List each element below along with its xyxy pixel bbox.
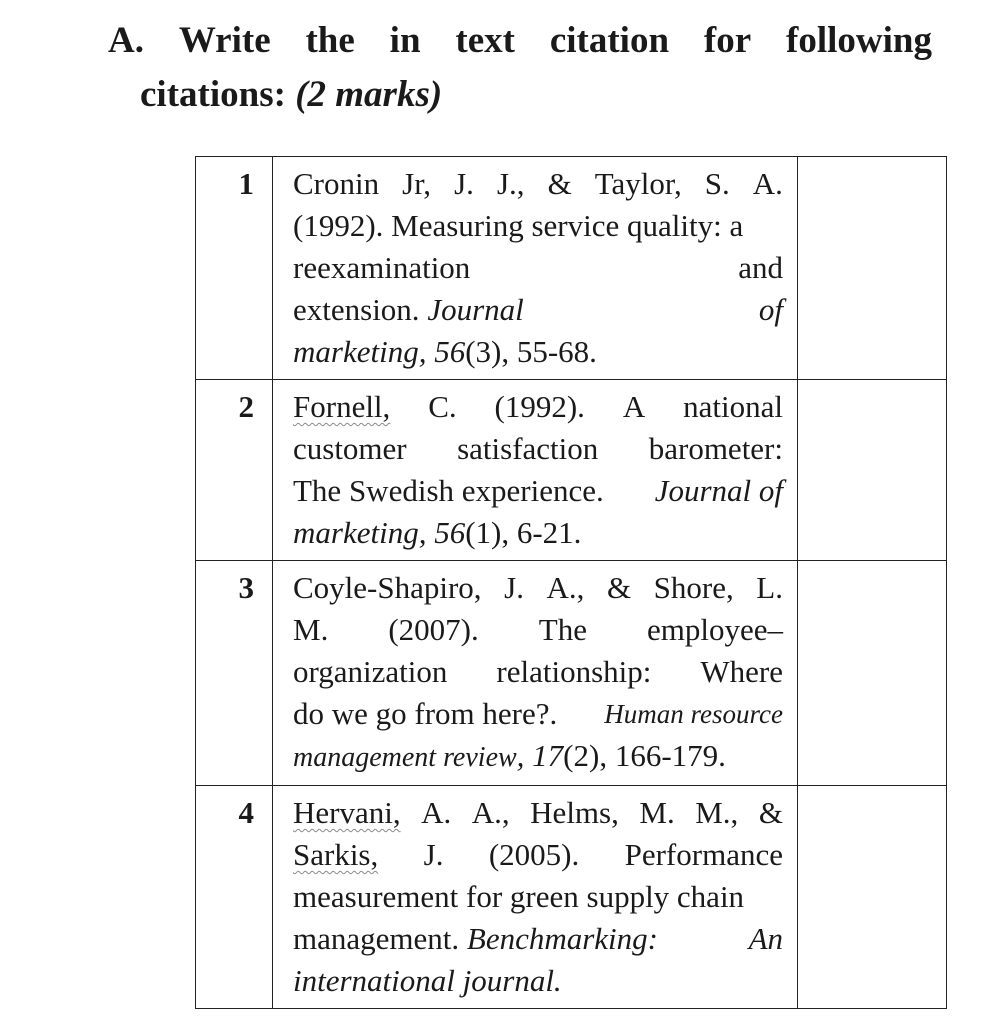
word: A (622, 389, 646, 424)
word: A. (421, 795, 452, 830)
question-line-2 (108, 68, 932, 122)
word: J. (454, 166, 474, 201)
journal-title: Benchmarking: (466, 921, 658, 956)
word: extension. (293, 292, 420, 327)
separator: , (418, 515, 435, 550)
word: Performance (624, 837, 783, 872)
question-word: the (305, 20, 355, 61)
journal-title: management review (293, 742, 517, 773)
question-word: in (389, 20, 421, 61)
separator: , (418, 334, 435, 369)
volume: 56 (434, 334, 466, 369)
word: The (538, 612, 587, 647)
row-number: 3 (196, 561, 273, 786)
segment (293, 289, 524, 331)
citation-line (293, 834, 783, 876)
table-row (196, 786, 947, 1009)
word: Coyle-Shapiro, (293, 570, 482, 605)
question-word: citation (549, 20, 670, 61)
word: Helms, (530, 795, 619, 830)
citation-line (293, 792, 783, 834)
word: reexamination (293, 250, 471, 285)
journal-title: Human resource (604, 699, 783, 729)
citation-line: (1992). Measuring service quality: a (293, 208, 744, 243)
citation-line (293, 735, 783, 779)
word: M. (293, 612, 329, 647)
citation-cell (273, 561, 798, 786)
word: C. (428, 389, 457, 424)
word: Jr, (402, 166, 432, 201)
marks-label: (2 marks) (295, 74, 443, 115)
table-row (196, 380, 947, 561)
word: The Swedish experience. (293, 473, 604, 508)
word: S. (704, 166, 730, 201)
answer-cell[interactable] (798, 561, 947, 786)
issue-pages: (3), 55-68. (465, 334, 597, 369)
word: (2007). (388, 612, 479, 647)
word: management. (293, 921, 460, 956)
citation-line (293, 609, 783, 651)
word: organization (293, 654, 448, 689)
citation-line (293, 386, 783, 428)
answer-cell[interactable] (798, 380, 947, 561)
word: A., (471, 795, 510, 830)
word: A. (752, 166, 783, 201)
word: Cronin (293, 166, 380, 201)
row-number: 4 (196, 786, 273, 1009)
question-word: text (455, 20, 515, 61)
answer-cell[interactable] (798, 157, 947, 380)
word: Where (700, 654, 783, 689)
word: M., (695, 795, 739, 830)
volume: 17 (532, 738, 564, 773)
citation-line (293, 289, 783, 331)
citation-line (293, 918, 783, 960)
citation-cell (273, 786, 798, 1009)
word: customer (293, 431, 407, 466)
issue-pages: (1), 6-21. (465, 515, 582, 550)
word: J., (496, 166, 525, 201)
word: and (738, 250, 783, 285)
citation-line (293, 247, 783, 289)
word: J. (423, 837, 444, 872)
word: Shore, (653, 570, 734, 605)
row-number: 2 (196, 380, 273, 561)
journal-title: Journal (427, 292, 524, 327)
question-word: citations: (140, 74, 286, 115)
segment (293, 918, 658, 960)
citation-line (293, 567, 783, 609)
separator: , (516, 738, 533, 773)
citation-line (293, 960, 783, 1002)
word: L. (756, 570, 783, 605)
table-row (196, 561, 947, 786)
volume: 56 (434, 515, 466, 550)
citation-line (293, 470, 783, 512)
word: Hervani, (293, 795, 401, 830)
word: M. (639, 795, 675, 830)
word: Sarkis, (293, 837, 379, 872)
citation-line (293, 693, 783, 735)
word: J. (504, 570, 524, 605)
question-word: A. (108, 20, 144, 61)
journal-title: marketing (293, 334, 419, 369)
citation-line (293, 428, 783, 470)
answer-cell[interactable] (798, 786, 947, 1009)
word: barometer: (648, 431, 783, 466)
journal-title: of (758, 292, 783, 327)
question-heading (108, 14, 932, 122)
table-row (196, 157, 947, 380)
citation-line (293, 512, 783, 554)
journal-title: Journal of (654, 473, 783, 508)
journal-title: international journal. (293, 963, 562, 998)
word: (1992). (494, 389, 585, 424)
word: (2005). (488, 837, 580, 872)
word: & (606, 570, 632, 605)
citation-cell (273, 380, 798, 561)
question-word: Write (178, 20, 271, 61)
citations-table (195, 156, 947, 1009)
question-word: following (786, 20, 932, 61)
question-line-1 (108, 14, 932, 68)
question-word: for (703, 20, 752, 61)
row-number: 1 (196, 157, 273, 380)
citation-line: measurement for green supply chain (293, 879, 745, 914)
citation-cell (273, 157, 798, 380)
word: do we go from here?. (293, 696, 558, 731)
citation-line (293, 163, 783, 205)
word: & (547, 166, 572, 201)
word: A., (546, 570, 585, 605)
word: national (683, 389, 783, 424)
word: Taylor, (594, 166, 682, 201)
word: Fornell, (293, 389, 391, 424)
journal-title: An (748, 921, 783, 956)
issue-pages: (2), 166-179. (563, 738, 726, 773)
journal-title: marketing (293, 515, 419, 550)
citation-line (293, 331, 783, 373)
word: & (758, 795, 783, 830)
citation-line (293, 651, 783, 693)
word: employee– (646, 612, 783, 647)
word: satisfaction (457, 431, 599, 466)
word: relationship: (496, 654, 652, 689)
